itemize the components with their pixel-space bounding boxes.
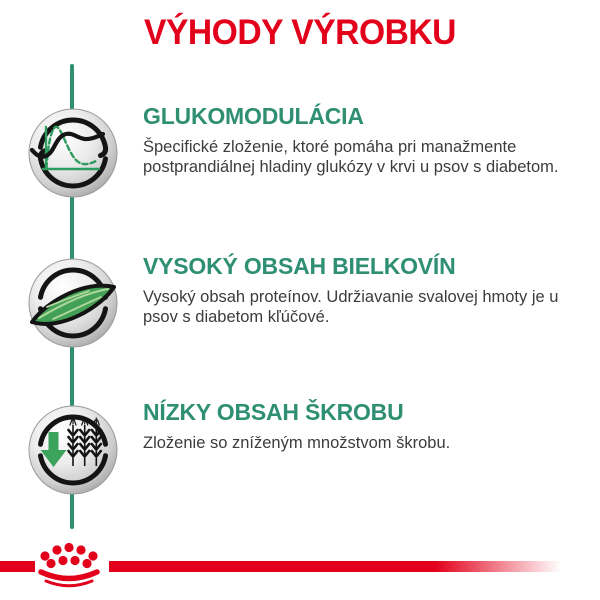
benefit-heading: GLUKOMODULÁCIA bbox=[143, 103, 364, 129]
glucose-curve-icon bbox=[27, 107, 119, 199]
low-starch-icon bbox=[27, 404, 119, 496]
protein-leaf-icon bbox=[27, 257, 119, 349]
benefit-description: Vysoký obsah proteínov. Udržiavanie svalovej hmoty je u psov s diabetom kľúčové. bbox=[143, 288, 559, 326]
benefit-heading: VYSOKÝ OBSAH BIELKOVÍN bbox=[143, 253, 456, 279]
footer-red-stripe-left bbox=[0, 561, 35, 572]
benefit-section-low-starch bbox=[143, 399, 587, 453]
benefit-description: Zloženie so zníženým množstvom škrobu. bbox=[143, 434, 451, 452]
benefit-section-high-protein bbox=[143, 253, 587, 327]
benefit-section-glucomodulation bbox=[143, 103, 587, 177]
benefit-heading: NÍZKY OBSAH ŠKROBU bbox=[143, 399, 404, 425]
page-title: VÝHODY VÝROBKU bbox=[144, 13, 456, 52]
benefit-description: Špecifické zloženie, ktoré pomáha pri manažmente postprandiálnej hladiny glukózy v krvi u psov s diabetom. bbox=[143, 138, 559, 176]
royal-canin-crown-logo bbox=[36, 542, 106, 594]
footer-red-stripe-right bbox=[109, 561, 561, 572]
